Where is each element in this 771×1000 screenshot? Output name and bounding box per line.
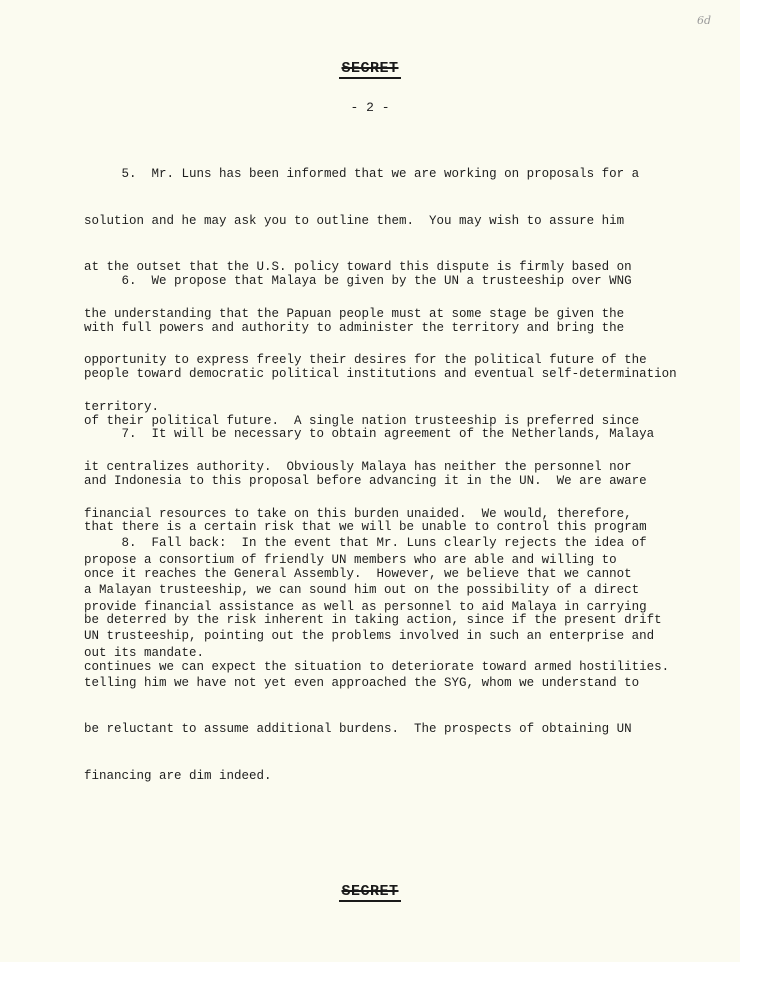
paragraph-line: out its mandate. xyxy=(84,646,205,660)
paragraph-line: and Indonesia to this proposal before advancing it in the UN. We are aware xyxy=(84,473,647,488)
paragraph-line: financial resources to take on this burden unaided. We would, therefore, xyxy=(84,506,632,521)
paragraph-line: with full powers and authority to administer the territory and bring the xyxy=(84,320,625,335)
classification-header xyxy=(0,60,740,77)
paragraph-line: 6. We propose that Malaya be given by the UN a trusteeship over WNG xyxy=(84,274,632,288)
paragraph-line: financing are dim indeed. xyxy=(84,768,272,783)
scan-margin-bottom xyxy=(0,962,771,1000)
paragraph-line: solution and he may ask you to outline them. You may wish to assure him xyxy=(84,213,625,228)
paragraph-line: UN trusteeship, pointing out the problems involved in such an enterprise and xyxy=(84,629,655,643)
paragraph-line: provide financial assistance as well as personnel to aid Malaya in carrying xyxy=(84,599,647,614)
classification-footer xyxy=(0,883,740,900)
paragraph-line: opportunity to express freely their desires for the political future of the xyxy=(84,353,647,367)
paragraph-line: propose a consortium of friendly UN members who are able and willing to xyxy=(84,553,617,567)
corner-annotation: 6d xyxy=(697,14,712,27)
paragraph-line: be deterred by the risk inherent in taking action, since if the present drift xyxy=(84,613,662,627)
paragraph-line: at the outset that the U.S. policy toward this dispute is firmly based on xyxy=(84,260,632,274)
paragraph-line: 7. It will be necessary to obtain agreement of the Netherlands, Malaya xyxy=(84,427,655,441)
paragraph-line: it centralizes authority. Obviously Malaya has neither the personnel nor xyxy=(84,460,632,474)
paragraph-line: 8. Fall back: In the event that Mr. Luns clearly rejects the idea of xyxy=(84,536,647,550)
classification-label-top: SECRET xyxy=(341,60,399,77)
scan-margin-right xyxy=(740,0,771,1000)
page-number: - 2 - xyxy=(350,100,390,115)
paragraph-line: a Malayan trusteeship, we can sound him out on the possibility of a direct xyxy=(84,582,640,597)
paragraph-line: continues we can expect the situation to deteriorate toward armed hostilities. xyxy=(84,659,670,674)
paragraph-line: be reluctant to assume additional burdens. The prospects of obtaining UN xyxy=(84,722,632,736)
paragraph-8 xyxy=(84,505,704,815)
paragraph-line: 5. Mr. Luns has been informed that we are working on proposals for a xyxy=(84,167,640,181)
paragraph-line: once it reaches the General Assembly. However, we believe that we cannot xyxy=(84,566,632,581)
paragraph-line: the understanding that the Papuan people must at some stage be given the xyxy=(84,306,625,321)
paragraph-line: that there is a certain risk that we will be unable to control this program xyxy=(84,520,647,534)
classification-label-bottom: SECRET xyxy=(341,883,399,900)
paragraph-line: people toward democratic political institutions and eventual self-determination xyxy=(84,367,677,381)
paragraph-line: of their political future. A single nation trusteeship is preferred since xyxy=(84,413,640,428)
paragraph-line: territory. xyxy=(84,399,160,414)
paragraph-line: telling him we have not yet even approached the SYG, whom we understand to xyxy=(84,675,640,690)
